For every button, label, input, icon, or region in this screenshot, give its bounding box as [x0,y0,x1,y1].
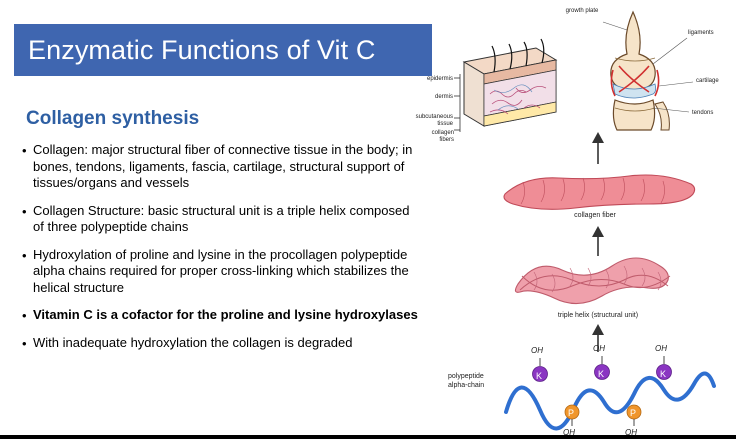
list-item [22,247,422,297]
bullet-dot: • [22,143,27,158]
bullet-dot: • [22,308,27,323]
hydroxyl-label: OH [563,428,575,437]
list-item-text: With inadequate hydroxylation the collagen is degraded [33,335,353,350]
polypeptide-chain-label-line1: polypeptide [448,373,484,380]
svg-text:K: K [660,369,667,379]
svg-text:K: K [598,369,605,379]
svg-text:P: P [568,408,575,418]
triple-helix-caption: triple helix (structural unit) [557,312,639,319]
joint-label-growth-plate: growth plate [565,8,599,14]
joint-label-tendons: tendons [692,110,714,116]
skin-label-epidermis: epidermis [426,76,453,82]
list-item [22,203,422,236]
list-item-text: Hydroxylation of proline and lysine in the procollagen polypeptide alpha chains required for proper cross-linking which stabilizes the helical structure [33,246,409,295]
hydroxyl-label: OH [655,344,667,353]
polypeptide-chain-label-line2: alpha-chain [448,382,485,389]
list-item [22,307,422,324]
triple-helix-figure [512,254,682,310]
bullet-dot: • [22,247,27,263]
polypeptide-chain-label [448,372,484,390]
list-item [22,142,422,192]
skin-label-subcutaneous-tissue: subcutaneous tissue [415,114,453,127]
skin-label-dermis: dermis [434,94,453,100]
hydroxyl-label: OH [593,344,605,353]
bullet-list [22,142,422,363]
page-title: Enzymatic Functions of Vit C [28,34,376,65]
joint-label-cartilage: cartilage [696,78,719,84]
collagen-fiber-figure [499,170,699,212]
svg-text:K: K [536,371,543,381]
list-item-text: Collagen Structure: basic structural unit is a triple helix composed of three polypeptide chains [33,202,410,234]
arrow-up-icon-2 [588,226,608,256]
bullet-dot: • [22,203,27,219]
polypeptide-chain-figure [504,348,716,434]
list-item [22,335,422,352]
skin-label-collagen-fibers: collagen fibers [431,130,454,143]
list-item-text: Vitamin C is a cofactor for the proline and lysine hydroxylases [33,307,418,322]
collagen-fiber-caption: collagen fiber [574,212,616,219]
svg-text:P: P [630,408,637,418]
bullet-dot: • [22,336,27,351]
arrow-up-icon-1 [588,132,608,164]
slide-title-bar [14,24,432,76]
hydroxyl-label: OH [531,346,543,355]
figure-column [415,0,736,437]
hydroxyl-label: OH [625,428,637,437]
joint-label-ligaments: ligaments [688,30,714,36]
list-item-text: Collagen: major structural fiber of connective tissue in the body; in bones, tendons, ligaments, fascia, cartilage, structural support of tissues/organs and vessels [33,142,413,190]
section-heading: Collagen synthesis [26,108,200,129]
